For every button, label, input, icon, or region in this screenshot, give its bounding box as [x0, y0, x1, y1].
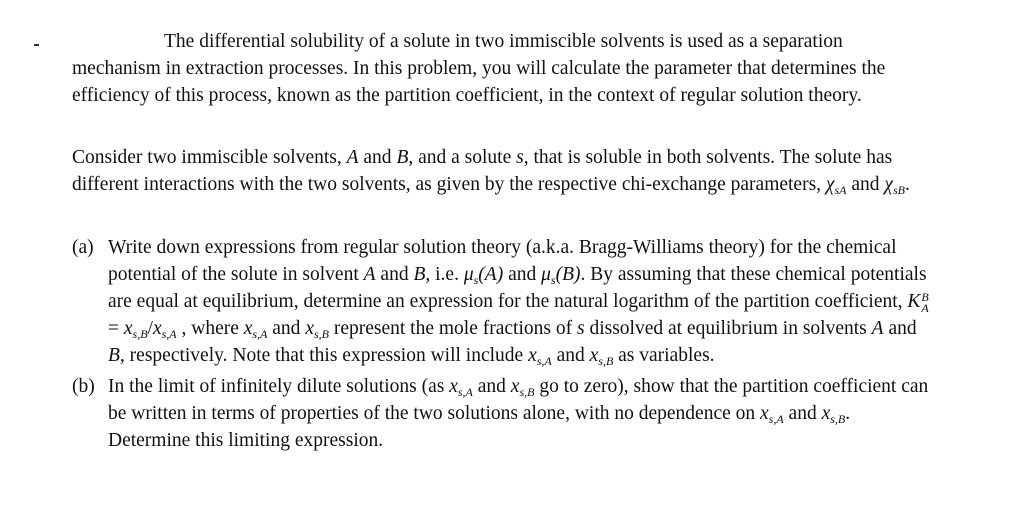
question-item-a — [72, 234, 932, 369]
item-text: In the limit of infinitely dilute solutions (as — [108, 376, 450, 397]
item-label: (a) — [72, 237, 94, 258]
mu-symbol: μ — [541, 264, 551, 285]
x-subscript-sa: s,A — [768, 412, 784, 426]
item-text: and — [783, 403, 822, 424]
equals-sign: = — [108, 318, 124, 339]
x-subscript-sb: s,B — [132, 327, 148, 341]
x-subscript-sb: s,B — [830, 412, 846, 426]
x-subscript-sa: s,A — [457, 385, 473, 399]
var-solute: s — [516, 147, 524, 168]
mole-fraction-symbol: x — [305, 318, 314, 339]
mu-subscript: s — [550, 273, 556, 287]
setup-text: , and a solute — [408, 147, 517, 168]
setup-paragraph — [72, 144, 932, 198]
x-subscript-sb: s,B — [598, 354, 614, 368]
var-solvent-a: A — [363, 264, 376, 285]
stray-dash-mark — [34, 44, 39, 46]
item-text: and — [503, 264, 542, 285]
mole-fraction-symbol: x — [152, 318, 162, 339]
mu-arg-b: (B) — [555, 264, 581, 285]
var-solute: s — [576, 318, 585, 339]
mole-fraction-symbol: x — [243, 318, 253, 339]
var-solvent-b: B — [108, 345, 120, 366]
k-subscript: A — [921, 300, 929, 315]
var-solvent-a: A — [346, 147, 359, 168]
mole-fraction-symbol: x — [821, 403, 831, 424]
mu-arg-a: (A) — [478, 264, 504, 285]
mole-fraction-symbol: x — [449, 376, 458, 397]
var-solvent-a: A — [871, 318, 884, 339]
question-list — [72, 234, 932, 458]
x-subscript-sa: s,A — [161, 327, 177, 341]
item-text: and — [375, 264, 414, 285]
item-text: dissolved at equilibrium in solvents — [584, 318, 872, 339]
intro-text: The differential solubility of a solute in two immiscible solvents is used as a separation mechanism in extraction processes. In this problem, you will calculate the parameter that determines the efficiency of this process, known as the partition coefficient, in the context of regular solution theory. — [72, 31, 886, 106]
item-text: and — [883, 318, 917, 339]
setup-text: and — [358, 147, 397, 168]
intro-paragraph — [72, 28, 932, 109]
k-superscript: B — [921, 289, 929, 304]
item-text: and — [551, 345, 590, 366]
var-solvent-b: B — [396, 147, 409, 168]
mole-fraction-symbol: x — [589, 345, 599, 366]
item-text: , i.e. — [425, 264, 464, 285]
mu-symbol: μ — [463, 264, 474, 285]
item-text: represent the mole fractions of — [328, 318, 577, 339]
item-label: (b) — [72, 376, 95, 397]
var-solvent-b: B — [413, 264, 426, 285]
division-slash: / — [147, 318, 153, 339]
mole-fraction-symbol: x — [760, 403, 769, 424]
chi-symbol: χ — [825, 174, 835, 195]
item-text: as variables. — [613, 345, 715, 366]
setup-text: . — [905, 174, 910, 195]
item-text: , respectively. Note that this expression will include — [119, 345, 529, 366]
setup-text: and — [846, 174, 885, 195]
x-subscript-sb: s,B — [519, 385, 535, 399]
mole-fraction-symbol: x — [123, 318, 133, 339]
mole-fraction-symbol: x — [528, 345, 537, 366]
item-text: Write down expressions from regular solution theory (a.k.a. Bragg-Williams theory) for the chemical potential of the solute in solvent — [108, 237, 897, 285]
chi-symbol: χ — [884, 174, 894, 195]
item-text: and — [472, 376, 511, 397]
chi-subscript-sa: sA — [834, 183, 847, 197]
x-subscript-sa: s,A — [252, 327, 268, 341]
mole-fraction-symbol: x — [510, 376, 520, 397]
item-text: and — [267, 318, 306, 339]
setup-text: Consider two immiscible solvents, — [72, 147, 347, 168]
chi-subscript-sb: sB — [893, 183, 906, 197]
setup-text: , that is soluble in both solvents. The solute has different interactions with the two solvents, as given by the respective chi-exchange parameters, — [72, 147, 893, 195]
mu-subscript: s — [473, 273, 479, 287]
x-subscript-sa: s,A — [536, 354, 552, 368]
x-subscript-sb: s,B — [313, 327, 329, 341]
item-text: . By assuming that these chemical potentials are equal at equilibrium, determine an expression for the natural logarithm of the partition coefficient, — [108, 264, 927, 312]
partition-coefficient-indices — [921, 289, 929, 315]
item-text: go to zero), show that the partition coefficient can be written in terms of properties of the two solutions alone, with no dependence on — [108, 376, 929, 424]
item-text: . Determine this limiting expression. — [108, 403, 851, 451]
partition-coefficient-symbol: K — [907, 291, 921, 312]
question-item-b — [72, 373, 932, 454]
item-text: , where — [176, 318, 244, 339]
